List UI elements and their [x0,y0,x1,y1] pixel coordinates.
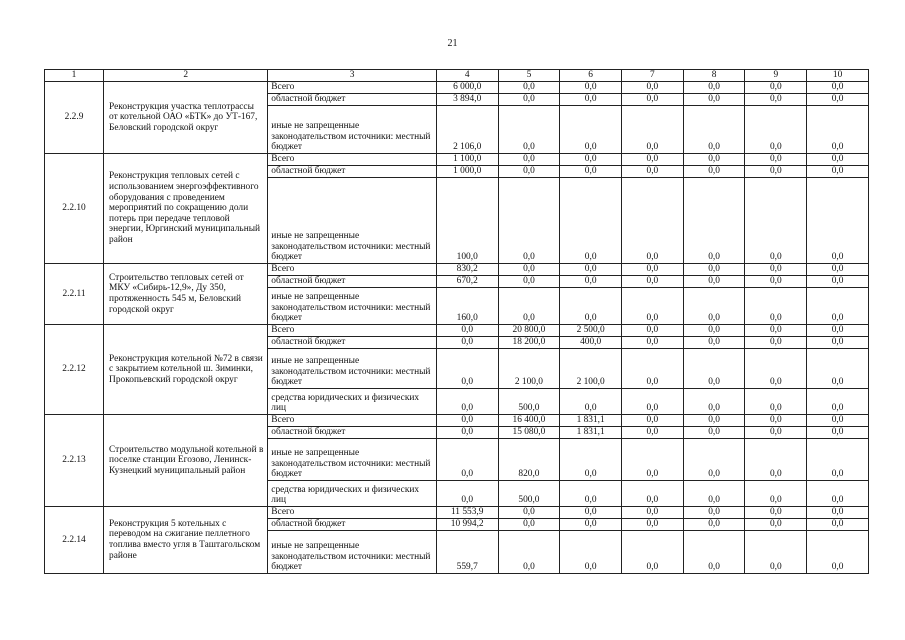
value-cell: 0,0 [683,106,745,154]
value-cell: 0,0 [560,481,622,507]
value-cell: 1 000,0 [436,166,498,178]
value-cell: 0,0 [560,439,622,481]
value-cell: 3 894,0 [436,94,498,106]
value-cell: 0,0 [745,288,807,325]
value-cell: 0,0 [436,415,498,427]
value-cell: 500,0 [498,481,560,507]
header-row [45,70,869,82]
value-cell: 0,0 [745,439,807,481]
value-cell: 0,0 [807,154,869,166]
value-cell: 0,0 [683,519,745,531]
value-cell: 0,0 [807,276,869,288]
table-row [45,82,869,94]
value-cell: 0,0 [560,507,622,519]
funding-source-label: областной бюджет [268,94,437,106]
value-cell: 0,0 [622,415,684,427]
value-cell: 11 553,9 [436,507,498,519]
funding-source-label: средства юридических и физических лиц [268,481,437,507]
funding-source-label: Всего [268,154,437,166]
value-cell: 2 106,0 [436,106,498,154]
header-cell: 6 [560,70,622,82]
value-cell: 0,0 [683,82,745,94]
value-cell: 0,0 [745,531,807,574]
value-cell: 0,0 [683,325,745,337]
page-number: 21 [447,38,458,49]
value-cell: 0,0 [745,178,807,264]
project-name: Реконструкция тепловых сетей с использованием энергоэффективного оборудования с проведением мероприятий по сокращению доли потерь при передаче тепловой энергии, Юргинский муниципальный район [104,154,268,264]
value-cell: 0,0 [745,276,807,288]
funding-source-label: иные не запрещенные законодательством источники: местный бюджет [268,439,437,481]
value-cell: 0,0 [683,439,745,481]
value-cell: 0,0 [807,415,869,427]
value-cell: 0,0 [560,82,622,94]
funding-source-label: иные не запрещенные законодательством источники: местный бюджет [268,178,437,264]
value-cell: 2 100,0 [560,349,622,389]
value-cell: 0,0 [745,82,807,94]
value-cell: 0,0 [683,264,745,276]
value-cell: 0,0 [807,325,869,337]
value-cell: 0,0 [807,288,869,325]
value-cell: 820,0 [498,439,560,481]
funding-source-label: Всего [268,415,437,427]
value-cell: 0,0 [498,106,560,154]
value-cell: 0,0 [745,389,807,415]
value-cell: 0,0 [498,519,560,531]
value-cell: 0,0 [622,325,684,337]
value-cell: 16 400,0 [498,415,560,427]
value-cell: 0,0 [745,94,807,106]
value-cell: 0,0 [745,166,807,178]
value-cell: 0,0 [807,349,869,389]
funding-source-label: средства юридических и физических лиц [268,389,437,415]
value-cell: 830,2 [436,264,498,276]
project-number: 2.2.11 [45,264,104,325]
value-cell: 0,0 [807,481,869,507]
value-cell: 1 100,0 [436,154,498,166]
funding-source-label: областной бюджет [268,519,437,531]
funding-source-label: Всего [268,507,437,519]
value-cell: 160,0 [436,288,498,325]
project-name: Строительство модульной котельной в поселке станции Егозово, Ленинск-Кузнецкий муниципальный район [104,415,268,507]
funding-source-label: областной бюджет [268,337,437,349]
value-cell: 0,0 [622,154,684,166]
value-cell: 0,0 [498,154,560,166]
value-cell: 0,0 [745,349,807,389]
funding-source-label: Всего [268,82,437,94]
header-cell: 10 [807,70,869,82]
value-cell: 0,0 [745,415,807,427]
value-cell: 0,0 [683,349,745,389]
header-cell: 9 [745,70,807,82]
value-cell: 0,0 [683,154,745,166]
value-cell: 0,0 [683,389,745,415]
value-cell: 0,0 [683,288,745,325]
value-cell: 0,0 [622,389,684,415]
table-row [45,154,869,166]
value-cell: 2 500,0 [560,325,622,337]
value-cell: 0,0 [560,106,622,154]
value-cell: 0,0 [560,276,622,288]
value-cell: 0,0 [807,531,869,574]
value-cell: 0,0 [745,106,807,154]
value-cell: 0,0 [622,106,684,154]
value-cell: 670,2 [436,276,498,288]
value-cell: 0,0 [498,288,560,325]
value-cell: 0,0 [683,337,745,349]
value-cell: 0,0 [560,178,622,264]
value-cell: 2 100,0 [498,349,560,389]
value-cell: 0,0 [622,531,684,574]
value-cell: 0,0 [498,276,560,288]
value-cell: 0,0 [622,507,684,519]
value-cell: 0,0 [436,439,498,481]
value-cell: 0,0 [622,519,684,531]
project-number: 2.2.13 [45,415,104,507]
value-cell: 0,0 [436,481,498,507]
value-cell: 0,0 [498,166,560,178]
value-cell: 0,0 [622,82,684,94]
value-cell: 0,0 [683,531,745,574]
value-cell: 0,0 [622,439,684,481]
header-cell: 1 [45,70,104,82]
value-cell: 0,0 [745,325,807,337]
header-cell: 7 [622,70,684,82]
value-cell: 0,0 [436,337,498,349]
header-cell: 4 [436,70,498,82]
value-cell: 0,0 [622,349,684,389]
value-cell: 0,0 [622,166,684,178]
value-cell: 0,0 [436,349,498,389]
project-name: Строительство тепловых сетей от МКУ «Сибирь-12,9», Ду 350, протяженность 545 м, Беловский городской округ [104,264,268,325]
value-cell: 500,0 [498,389,560,415]
value-cell: 0,0 [560,154,622,166]
project-name: Реконструкция котельной №72 в связи с закрытием котельной ш. Зиминки, Прокопьевский городской округ [104,325,268,415]
project-number: 2.2.9 [45,82,104,154]
value-cell: 559,7 [436,531,498,574]
value-cell: 0,0 [807,264,869,276]
value-cell: 0,0 [436,427,498,439]
value-cell: 0,0 [683,427,745,439]
table-row [45,415,869,427]
project-number: 2.2.14 [45,507,104,574]
value-cell: 0,0 [807,106,869,154]
value-cell: 0,0 [622,337,684,349]
value-cell: 0,0 [683,178,745,264]
value-cell: 0,0 [498,507,560,519]
value-cell: 0,0 [683,415,745,427]
value-cell: 1 831,1 [560,427,622,439]
value-cell: 0,0 [683,507,745,519]
value-cell: 0,0 [683,166,745,178]
funding-source-label: областной бюджет [268,166,437,178]
value-cell: 6 000,0 [436,82,498,94]
value-cell: 0,0 [560,264,622,276]
funding-source-label: областной бюджет [268,276,437,288]
value-cell: 0,0 [745,264,807,276]
value-cell: 0,0 [436,389,498,415]
funding-source-label: областной бюджет [268,427,437,439]
value-cell: 0,0 [807,337,869,349]
value-cell: 20 800,0 [498,325,560,337]
table-row [45,264,869,276]
value-cell: 0,0 [622,178,684,264]
project-number: 2.2.12 [45,325,104,415]
value-cell: 0,0 [745,337,807,349]
value-cell: 0,0 [560,389,622,415]
value-cell: 0,0 [807,94,869,106]
value-cell: 1 831,1 [560,415,622,427]
value-cell: 0,0 [622,288,684,325]
header-cell: 2 [104,70,268,82]
value-cell: 0,0 [807,427,869,439]
funding-source-label: иные не запрещенные законодательством источники: местный бюджет [268,349,437,389]
value-cell: 0,0 [498,264,560,276]
value-cell: 0,0 [683,481,745,507]
table-body [45,82,869,574]
value-cell: 0,0 [560,531,622,574]
value-cell: 0,0 [622,276,684,288]
value-cell: 0,0 [498,531,560,574]
funding-source-label: иные не запрещенные законодательством источники: местный бюджет [268,288,437,325]
value-cell: 0,0 [498,94,560,106]
value-cell: 15 080,0 [498,427,560,439]
value-cell: 100,0 [436,178,498,264]
value-cell: 0,0 [745,154,807,166]
project-name: Реконструкция 5 котельных с переводом на сжигание пеллетного топлива вместо угля в Таштагольском районе [104,507,268,574]
value-cell: 0,0 [807,166,869,178]
value-cell: 400,0 [560,337,622,349]
value-cell: 0,0 [745,507,807,519]
value-cell: 0,0 [683,94,745,106]
value-cell: 0,0 [683,276,745,288]
header-cell: 3 [268,70,437,82]
value-cell: 0,0 [560,94,622,106]
value-cell: 0,0 [807,519,869,531]
value-cell: 0,0 [560,519,622,531]
funding-source-label: Всего [268,325,437,337]
value-cell: 0,0 [807,389,869,415]
value-cell: 10 994,2 [436,519,498,531]
value-cell: 0,0 [498,178,560,264]
table-row [45,507,869,519]
value-cell: 0,0 [560,166,622,178]
value-cell: 0,0 [807,178,869,264]
table-row [45,325,869,337]
header-cell: 8 [683,70,745,82]
value-cell: 0,0 [498,82,560,94]
value-cell: 0,0 [622,427,684,439]
value-cell: 0,0 [807,82,869,94]
value-cell: 0,0 [807,439,869,481]
project-number: 2.2.10 [45,154,104,264]
value-cell: 0,0 [745,427,807,439]
value-cell: 0,0 [622,264,684,276]
value-cell: 0,0 [745,481,807,507]
value-cell: 0,0 [560,288,622,325]
value-cell: 0,0 [745,519,807,531]
funding-source-label: иные не запрещенные законодательством источники: местный бюджет [268,531,437,574]
value-cell: 0,0 [622,481,684,507]
funding-table [44,69,869,574]
value-cell: 0,0 [807,507,869,519]
value-cell: 18 200,0 [498,337,560,349]
header-cell: 5 [498,70,560,82]
value-cell: 0,0 [436,325,498,337]
project-name: Реконструкция участка теплотрассы от котельной ОАО «БТК» до УТ-167, Беловский городской округ [104,82,268,154]
value-cell: 0,0 [622,94,684,106]
funding-source-label: Всего [268,264,437,276]
funding-source-label: иные не запрещенные законодательством источники: местный бюджет [268,106,437,154]
